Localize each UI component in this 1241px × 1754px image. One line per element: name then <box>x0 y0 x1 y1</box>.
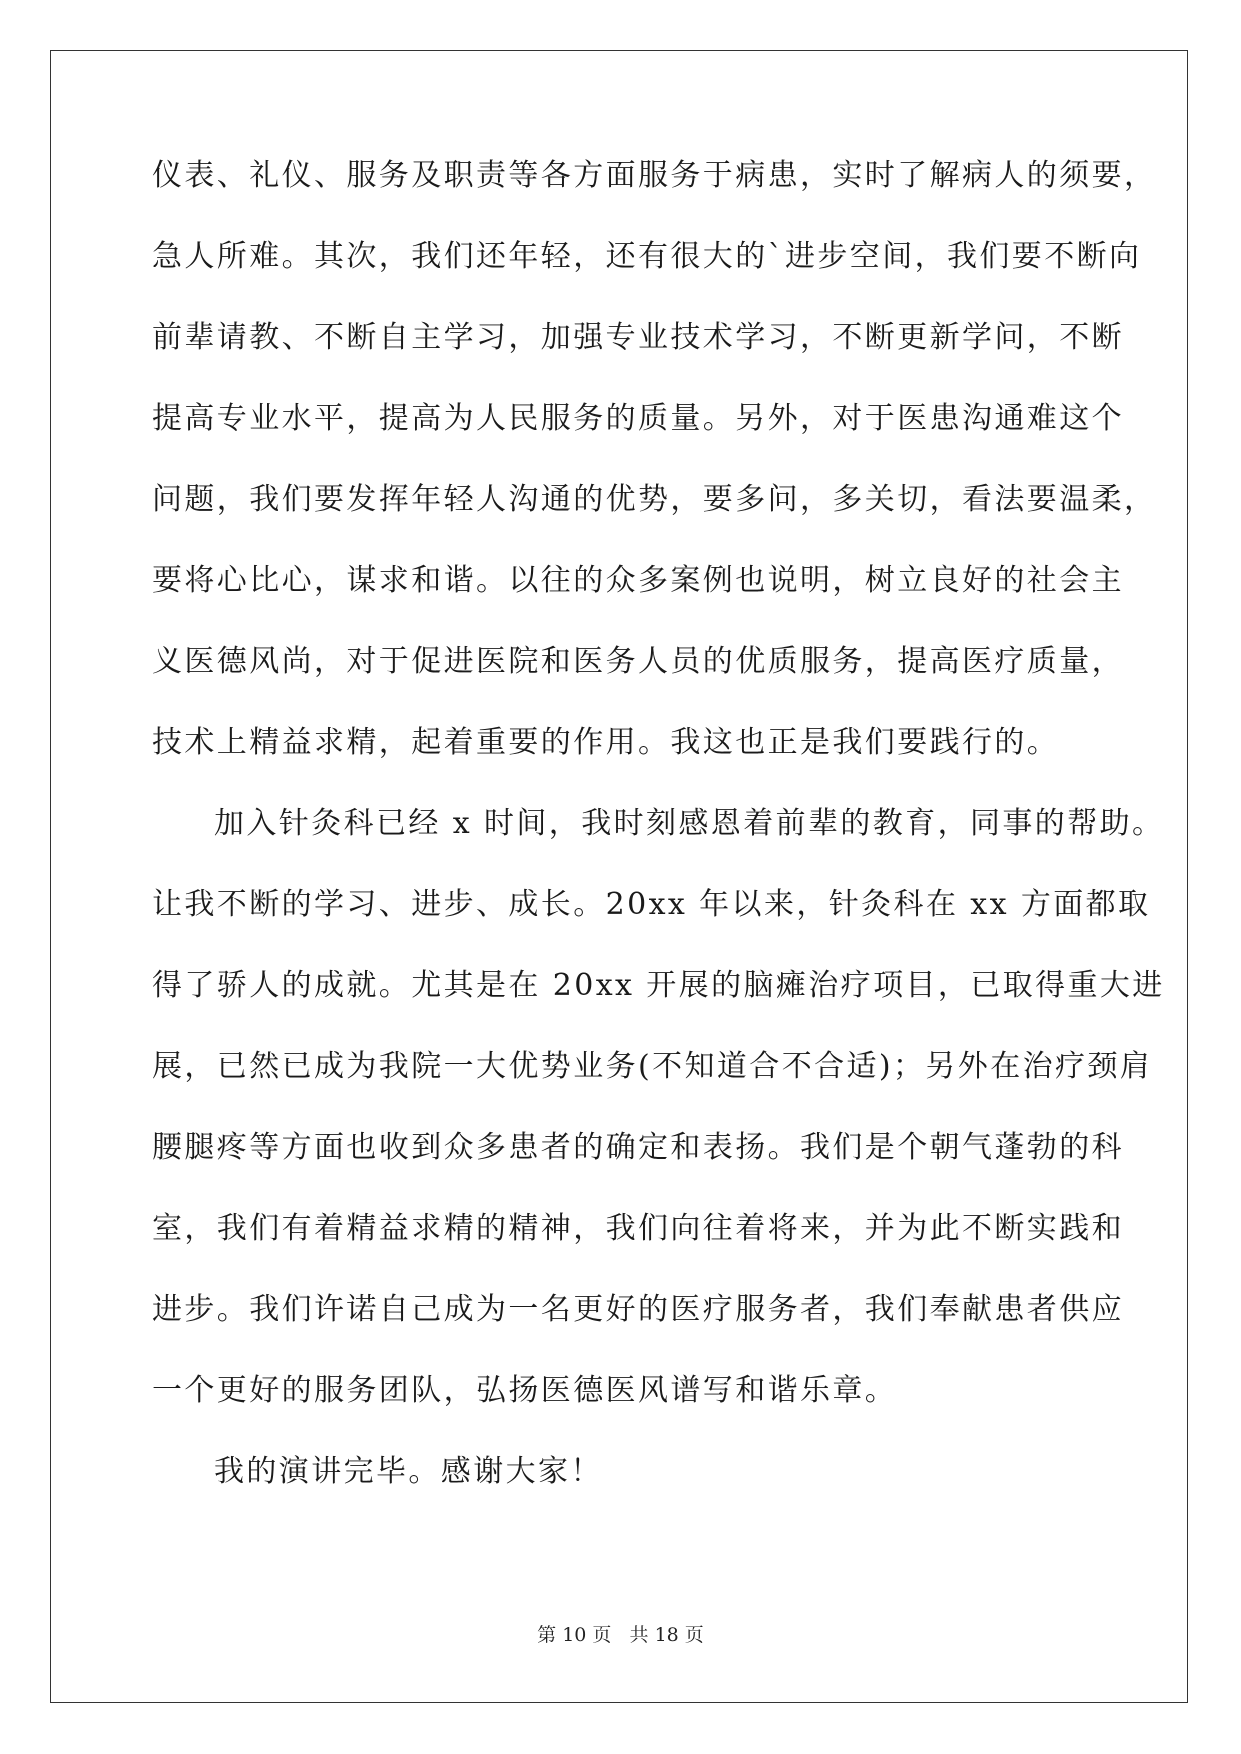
text-line: 技术上精益求精，起着重要的作用。我这也正是我们要践行的。 <box>152 725 1060 760</box>
paragraph-start-line: 加入针灸科已经 x 时间，我时刻感恩着前辈的教育，同事的帮助。 <box>214 806 1165 841</box>
text-line: 急人所难。其次，我们还年轻，还有很大的`进步空间，我们要不断向 <box>152 239 1142 274</box>
text-line: 腰腿疼等方面也收到众多患者的确定和表扬。我们是个朝气蓬勃的科 <box>152 1130 1124 1165</box>
page-number-footer: 第 10 页 共 18 页 <box>537 1624 704 1646</box>
text-line: 提高专业水平，提高为人民服务的质量。另外，对于医患沟通难这个 <box>152 401 1124 436</box>
text-line: 义医德风尚，对于促进医院和医务人员的优质服务，提高医疗质量， <box>152 644 1124 679</box>
text-line: 室，我们有着精益求精的精神，我们向往着将来，并为此不断实践和 <box>152 1211 1124 1246</box>
text-line: 让我不断的学习、进步、成长。20xx 年以来，针灸科在 xx 方面都取 <box>152 887 1151 922</box>
text-line: 展，已然已成为我院一大优势业务(不知道合不合适)；另外在治疗颈肩 <box>152 1049 1153 1084</box>
text-line: 问题，我们要发挥年轻人沟通的优势，要多问，多关切，看法要温柔， <box>152 482 1157 517</box>
text-line: 一个更好的服务团队，弘扬医德医风谱写和谐乐章。 <box>152 1373 898 1408</box>
text-line: 进步。我们许诺自己成为一名更好的医疗服务者，我们奉献患者供应 <box>152 1292 1124 1327</box>
document-body <box>152 158 1165 1535</box>
text-line: 仪表、礼仪、服务及职责等各方面服务于病患，实时了解病人的须要， <box>152 158 1157 193</box>
text-line: 前辈请教、不断自主学习，加强专业技术学习，不断更新学问，不断 <box>152 320 1124 355</box>
text-line: 要将心比心，谋求和谐。以往的众多案例也说明，树立良好的社会主 <box>152 563 1124 598</box>
text-line: 得了骄人的成就。尤其是在 20xx 开展的脑瘫治疗项目，已取得重大进 <box>152 968 1165 1003</box>
closing-line: 我的演讲完毕。感谢大家！ <box>214 1454 603 1489</box>
